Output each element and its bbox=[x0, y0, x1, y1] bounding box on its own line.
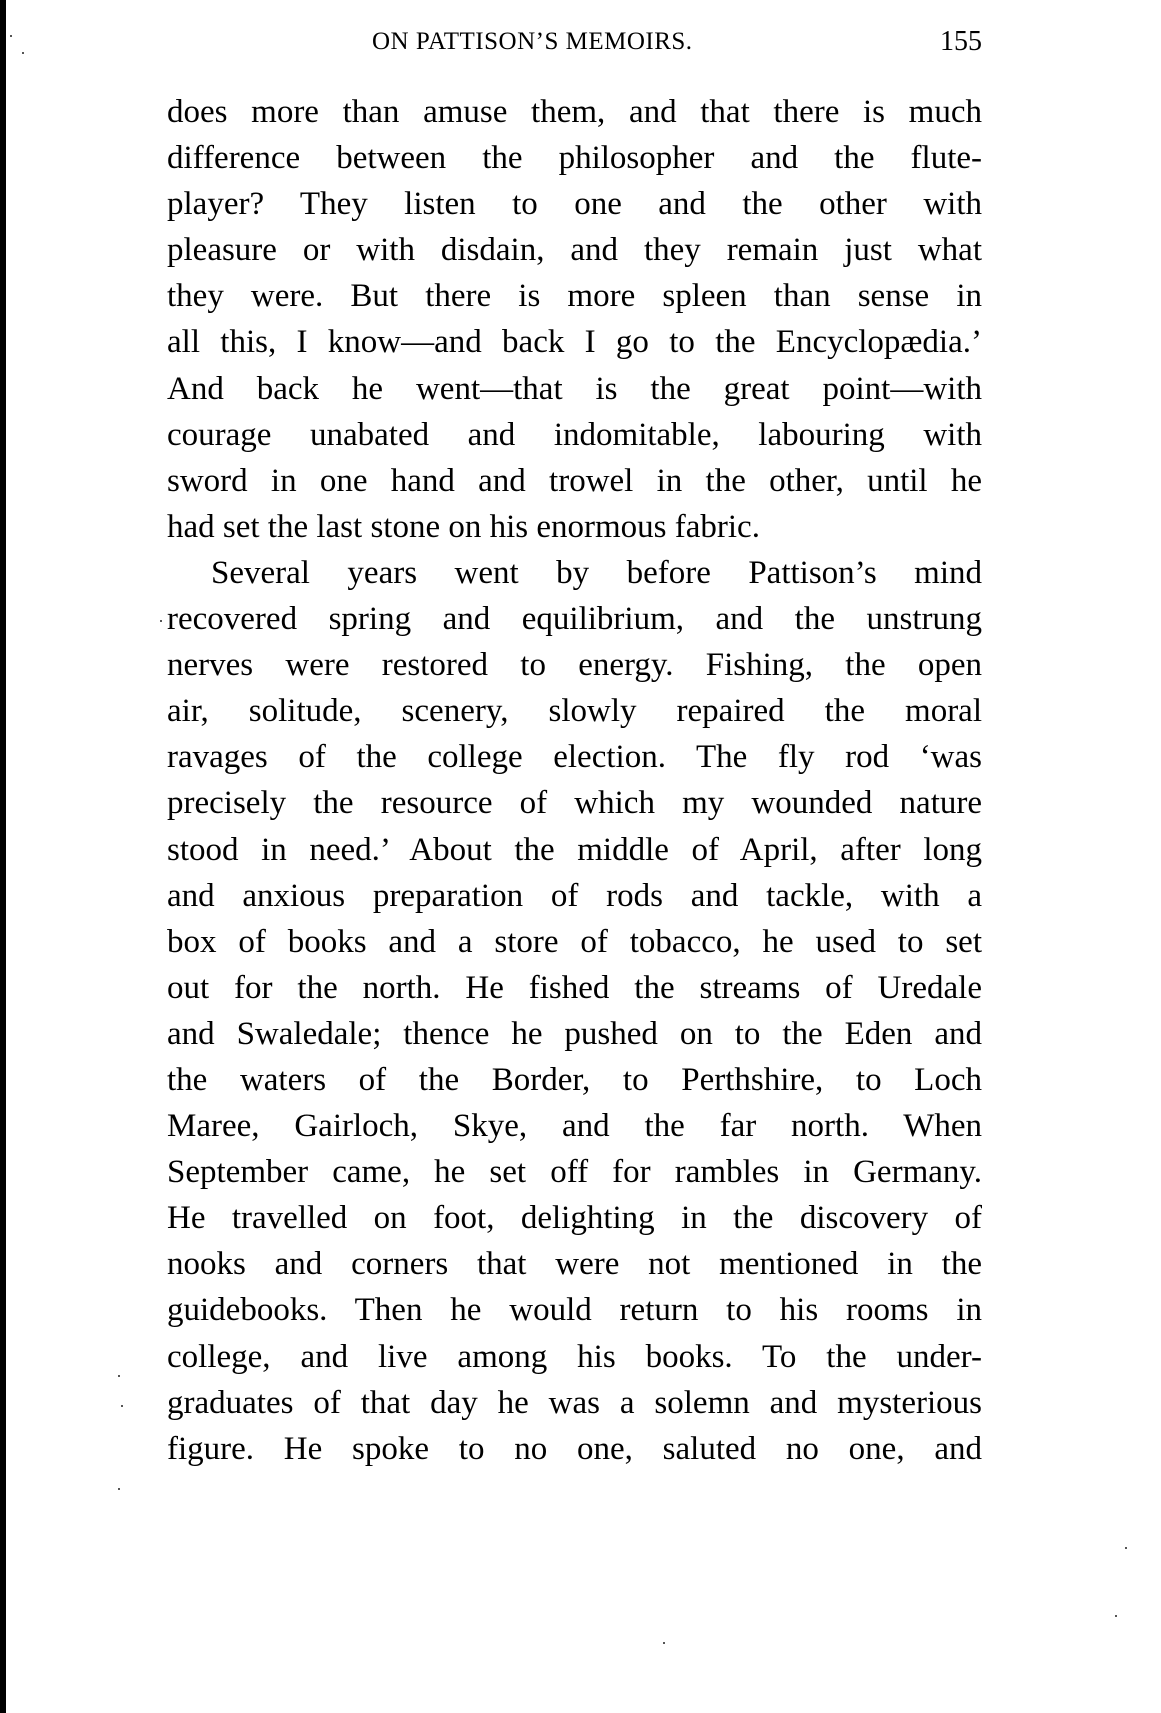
text-line: the waters of the Border, to Perthshire, to Loch bbox=[167, 1061, 982, 1098]
text-line: all this, I know—and back I go to the Encyclopædia.’ bbox=[167, 324, 982, 361]
running-title: ON PATTISON’S MEMOIRS. bbox=[372, 28, 693, 55]
scan-speck bbox=[160, 620, 162, 622]
text-line: Several years went by before Pattison’s mind bbox=[211, 554, 982, 591]
text-line: air, solitude, scenery, slowly repaired the moral bbox=[167, 693, 982, 730]
scan-speck bbox=[1115, 1615, 1117, 1617]
scan-speck bbox=[121, 1405, 123, 1407]
paragraph-2 bbox=[167, 550, 982, 1472]
text-line: pleasure or with disdain, and they remain just what bbox=[167, 232, 982, 269]
text-line: ravages of the college election. The fly rod ‘was bbox=[167, 739, 982, 776]
text-line: player? They listen to one and the other with bbox=[167, 186, 982, 223]
page-number: 155 bbox=[940, 26, 982, 57]
scan-speck bbox=[10, 35, 12, 37]
text-line: nerves were restored to energy. Fishing, the open bbox=[167, 647, 982, 684]
text-line: difference between the philosopher and the flute- bbox=[167, 140, 982, 177]
text-line: figure. He spoke to no one, saluted no one, and bbox=[167, 1430, 982, 1467]
text-line: and anxious preparation of rods and tackle, with a bbox=[167, 877, 982, 914]
text-line: had set the last stone on his enormous fabric. bbox=[167, 508, 760, 545]
scan-speck bbox=[118, 1488, 120, 1490]
text-line: they were. But there is more spleen than sense in bbox=[167, 278, 982, 315]
text-line: college, and live among his books. To the under- bbox=[167, 1338, 982, 1375]
text-line: September came, he set off for rambles in Germany. bbox=[167, 1154, 982, 1191]
text-line: sword in one hand and trowel in the other, until he bbox=[167, 462, 982, 499]
text-line: stood in need.’ About the middle of April, after long bbox=[167, 831, 982, 868]
page-edge-shadow bbox=[0, 0, 6, 1713]
scan-speck bbox=[1125, 1547, 1127, 1549]
text-line: box of books and a store of tobacco, he used to set bbox=[167, 923, 982, 960]
text-line: nooks and corners that were not mentioned in the bbox=[167, 1246, 982, 1283]
text-line: recovered spring and equilibrium, and the unstrung bbox=[167, 601, 982, 638]
text-line: precisely the resource of which my wounded nature bbox=[167, 785, 982, 822]
text-line: out for the north. He fished the streams of Uredale bbox=[167, 969, 982, 1006]
text-line: and Swaledale; thence he pushed on to the Eden and bbox=[167, 1015, 982, 1052]
text-line: graduates of that day he was a solemn and mysterious bbox=[167, 1384, 982, 1421]
text-line: And back he went—that is the great point—with bbox=[167, 370, 982, 407]
text-line: Maree, Gairloch, Skye, and the far north. When bbox=[167, 1108, 982, 1145]
text-line: courage unabated and indomitable, labouring with bbox=[167, 416, 982, 453]
scan-speck bbox=[663, 1642, 665, 1644]
paragraph-1 bbox=[167, 89, 982, 550]
scan-speck bbox=[22, 52, 24, 54]
running-head bbox=[167, 22, 982, 62]
text-line: guidebooks. Then he would return to his rooms in bbox=[167, 1292, 982, 1329]
text-line: He travelled on foot, delighting in the discovery of bbox=[167, 1200, 982, 1237]
scan-speck bbox=[118, 1375, 120, 1377]
text-line: does more than amuse them, and that there is much bbox=[167, 94, 982, 130]
body-text bbox=[167, 89, 982, 1472]
